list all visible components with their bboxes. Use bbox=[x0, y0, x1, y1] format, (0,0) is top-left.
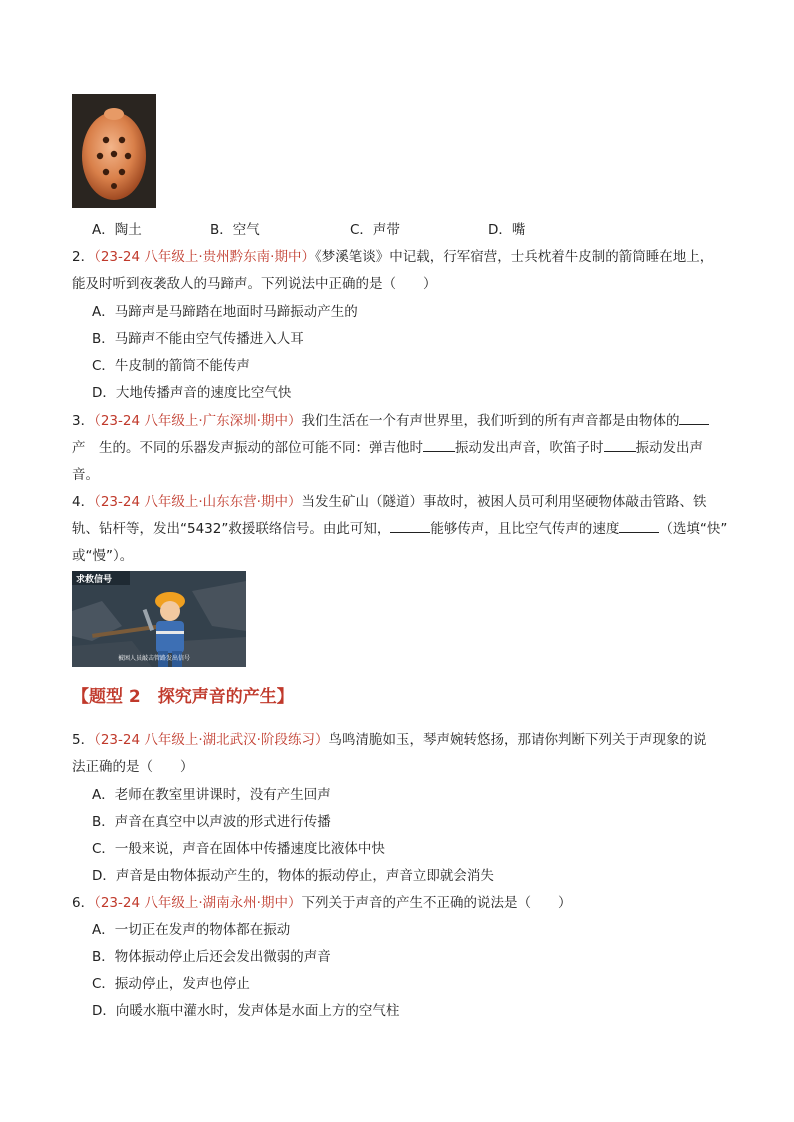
q3-stem-line1 bbox=[72, 409, 709, 429]
q4-stem-b: 轨、钻杆等，发出“5432”救援联络信号。由此可知， bbox=[72, 521, 391, 537]
q1-option-a: A．陶土 bbox=[92, 222, 142, 238]
q3-stem-a: 我们生活在一个有声世界里，我们听到的所有声音都是由物体的 bbox=[301, 413, 680, 429]
q5-stem-line2: 法正确的是（ ） bbox=[72, 759, 194, 775]
q4-blank-1[interactable] bbox=[390, 518, 430, 533]
q4-stem-c: 能够传声，且比空气传声的速度 bbox=[430, 521, 620, 537]
q2-stem-text1: 《梦溪笔谈》中记载，行军宿营，士兵枕着牛皮制的箭筒睡在地上， bbox=[314, 249, 714, 265]
q3-stem-d: 振动发出声 bbox=[635, 440, 703, 456]
q4-stem-a: 当发生矿山（隧道）事故时，被困人员可利用坚硬物体敲击管路、铁 bbox=[301, 494, 707, 510]
q1-option-b: B．空气 bbox=[210, 222, 260, 238]
q4-source: （23-24 八年级上·山东东营·期中） bbox=[94, 494, 302, 510]
q2-stem-line2: 能及时听到夜袭敌人的马蹄声。下列说法中正确的是（ ） bbox=[72, 276, 437, 292]
q6-stem-text: 下列关于声音的产生不正确的说法是（ ） bbox=[301, 895, 572, 911]
q6-number: 6． bbox=[72, 895, 95, 911]
q1-option-c: C．声带 bbox=[350, 222, 400, 238]
q3-source: （23-24 八年级上·广东深圳·期中） bbox=[94, 413, 302, 429]
q5-stem-text1: 鸟鸣清脆如玉，琴声婉转悠扬，那请你判断下列关于声现象的说 bbox=[328, 732, 707, 748]
q3-stem-line2 bbox=[72, 436, 703, 456]
q4-number: 4． bbox=[72, 494, 95, 510]
q5-option-c: C．一般来说，声音在固体中传播速度比液体中快 bbox=[92, 841, 385, 857]
q5-option-d: D．声音是由物体振动产生的，物体的振动停止，声音立即就会消失 bbox=[92, 868, 494, 884]
q3-stem-c: 振动发出声音，吹笛子时 bbox=[455, 440, 604, 456]
miner-image-caption: 求救信号 bbox=[76, 575, 113, 585]
q5-option-b: B．声音在真空中以声波的形式进行传播 bbox=[92, 814, 331, 830]
q4-stem-d: （选填“快” bbox=[659, 521, 728, 537]
ocarina-illustration bbox=[72, 94, 156, 208]
q4-stem-line2 bbox=[72, 517, 727, 537]
q3-number: 3． bbox=[72, 413, 95, 429]
ocarina-image bbox=[72, 94, 156, 208]
q1-option-d: D．嘴 bbox=[488, 222, 526, 238]
q3-blank-2[interactable] bbox=[423, 437, 455, 452]
q5-source: （23-24 八年级上·湖北武汉·阶段练习） bbox=[94, 732, 329, 748]
q6-option-b: B．物体振动停止后还会发出微弱的声音 bbox=[92, 949, 331, 965]
q6-option-d: D．向暖水瓶中灌水时，发声体是水面上方的空气柱 bbox=[92, 1003, 400, 1019]
q6-option-a: A．一切正在发声的物体都在振动 bbox=[92, 922, 291, 938]
q2-number: 2． bbox=[72, 249, 95, 265]
q5-stem-line1 bbox=[72, 728, 706, 748]
q3-stem-line3: 音。 bbox=[72, 467, 99, 483]
q4-blank-2[interactable] bbox=[619, 518, 659, 533]
q6-stem bbox=[72, 891, 571, 911]
q4-stem-line3: 或“慢”）。 bbox=[72, 548, 134, 564]
q2-source: （23-24 八年级上·贵州黔东南·期中） bbox=[94, 249, 315, 265]
miner-image-subtitle: 被困人员敲击管路发出信号 bbox=[118, 655, 191, 662]
q2-option-c: C．牛皮制的箭筒不能传声 bbox=[92, 358, 250, 374]
q3-stem-b: 产 生的。不同的乐器发声振动的部位可能不同：弹吉他时 bbox=[72, 440, 423, 456]
q6-option-c: C．振动停止，发声也停止 bbox=[92, 976, 250, 992]
q2-stem-line1 bbox=[72, 245, 713, 265]
q1-options bbox=[92, 218, 525, 238]
q6-source: （23-24 八年级上·湖南永州·期中） bbox=[94, 895, 302, 911]
q2-option-d: D．大地传播声音的速度比空气快 bbox=[92, 385, 292, 401]
q5-number: 5． bbox=[72, 732, 95, 748]
q2-option-b: B．马蹄声不能由空气传播进入人耳 bbox=[92, 331, 304, 347]
q3-blank-1[interactable] bbox=[679, 410, 709, 425]
q2-option-a: A．马蹄声是马蹄踏在地面时马蹄振动产生的 bbox=[92, 304, 358, 320]
q5-option-a: A．老师在教室里讲课时，没有产生回声 bbox=[92, 787, 331, 803]
q3-blank-3[interactable] bbox=[604, 437, 636, 452]
miner-signal-image bbox=[72, 571, 246, 667]
q4-stem-line1 bbox=[72, 490, 706, 510]
section-heading: 【题型 2 探究声音的产生】 bbox=[72, 687, 294, 707]
